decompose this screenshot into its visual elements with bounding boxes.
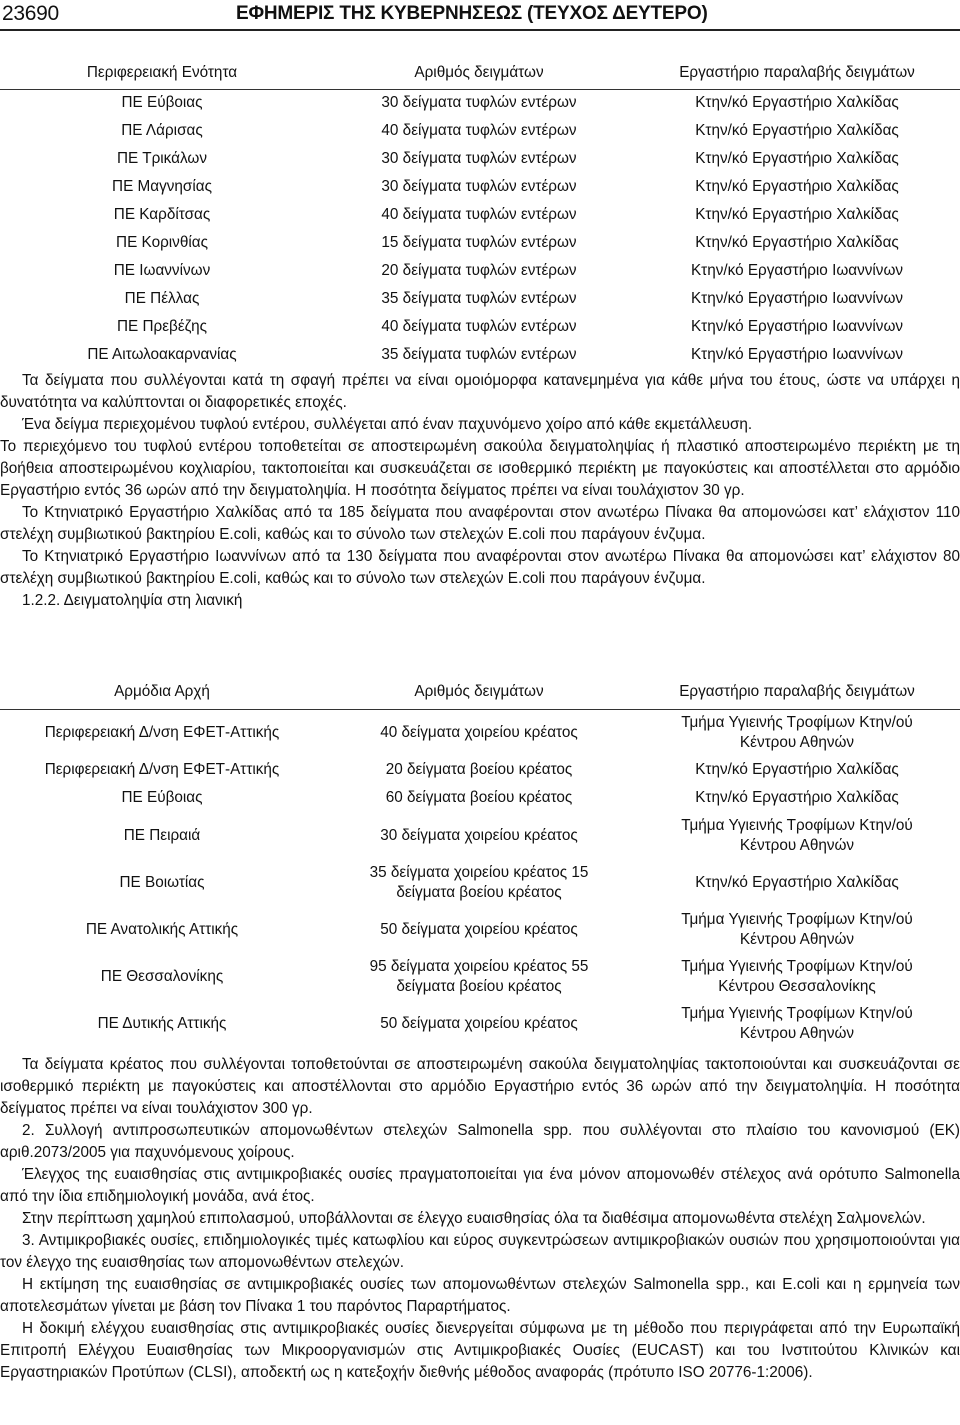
column-header-authority: Αρμόδια Αρχή	[0, 675, 324, 709]
table-row	[0, 906, 960, 953]
samples-cell	[324, 859, 634, 906]
paragraph: 3. Αντιμικροβιακές ουσίες, επιδημιολογικές τιμές κατωφλίου και εύρος συγκεντρώσεων αντιμικροβιακών ουσιών που χρησιμοποιούνται για τον έλεγχο της ευαισθησίας των απομονωθέντων στελεχών.	[0, 1232, 960, 1271]
column-header-lab: Εργαστήριο παραλαβής δειγμάτων	[634, 675, 960, 709]
lab-cell-line: Τμήμα Υγιεινής Τροφίμων Κτην/ού	[681, 910, 913, 928]
samples-cell-line: δείγματα βοείου κρέατος	[396, 883, 562, 901]
samples-cell-line: 40 δείγματα χοιρείου κρέατος	[380, 723, 578, 741]
table-row	[0, 341, 960, 369]
column-header-unit: Περιφερειακή Ενότητα	[0, 55, 324, 89]
samples-cell: 20 δείγματα τυφλών εντέρων	[381, 262, 577, 279]
lab-cell-line: Κέντρου Αθηνών	[739, 836, 855, 854]
lab-cell: Κτην/κό Εργαστήριο Ιωαννίνων	[690, 262, 904, 279]
samples-cell: 40 δείγματα τυφλών εντέρων	[381, 318, 577, 335]
unit-cell: ΠΕ Ιωαννίνων	[113, 262, 211, 279]
samples-cell	[324, 1000, 634, 1047]
table-row	[0, 1000, 960, 1047]
authority-cell: ΠΕ Εύβοιας	[121, 789, 203, 806]
authority-cell: ΠΕ Ανατολικής Αττικής	[85, 920, 239, 938]
lab-cell-line: Κτην/κό Εργαστήριο Χαλκίδας	[695, 761, 899, 778]
table-row	[0, 285, 960, 313]
table-row	[0, 173, 960, 201]
unit-cell: ΠΕ Μαγνησίας	[112, 178, 212, 195]
table-row	[0, 201, 960, 229]
paragraph: 2. Συλλογή αντιπροσωπευτικών απομονωθέντων στελεχών Salmonella spp. που συλλέγονται στο πλαίσιο του κανονισμού (ΕΚ) αριθ.2073/2005 για παχυνόμενους χοίρους.	[0, 1122, 960, 1161]
samples-cell: 35 δείγματα τυφλών εντέρων	[381, 290, 577, 307]
lab-cell-line: Τμήμα Υγιεινής Τροφίμων Κτην/ού	[681, 816, 913, 834]
column-header-lab: Εργαστήριο παραλαβής δειγμάτων	[634, 55, 960, 89]
lab-cell: Κτην/κό Εργαστήριο Χαλκίδας	[695, 122, 899, 139]
lab-cell	[634, 784, 960, 812]
lab-cell-line: Τμήμα Υγιεινής Τροφίμων Κτην/ού	[681, 1004, 913, 1022]
paragraph: Τα δείγματα κρέατος που συλλέγονται τοποθετούνται σε αποστειρωμένη σακούλα δειγματοληψίας τακτοποιούνται και συσκευάζονται σε ισοθερμικό περιέκτη με παγοκύστεις και αποστέλλονται στο αρμόδιο Εργαστήριο εντός 36 ωρών από την δειγματοληψία. Η ποσότητα δείγματος πρέπει να είναι τουλάχιστον 300 γρ.	[0, 1056, 960, 1117]
table-row	[0, 145, 960, 173]
retail-sampling-table	[0, 675, 960, 1047]
lab-cell	[634, 859, 960, 906]
authority-cell: ΠΕ Πειραιά	[123, 826, 201, 844]
column-header-samples: Αριθμός δειγμάτων	[324, 55, 634, 89]
lab-cell: Κτην/κό Εργαστήριο Ιωαννίνων	[690, 318, 904, 335]
header-rule	[0, 29, 960, 31]
paragraph: Το περιεχόμενο του τυφλού εντέρου τοποθετείται σε αποστειρωμένη σακούλα δειγματοληψίας ή πλαστικό αποστειρωμένο περιέκτη με τη βοήθεια αποστειρωμένου κοχλιαρίου, τακτοποιείται και συσκευάζεται σε ισοθερμικό περιέκτη με παγοκύστεις και αποστέλλεται στο αρμόδιο Εργαστήριο εντός 36 ωρών από την δειγματοληψία. Η ποσότητα δείγματος πρέπει να είναι τουλάχιστον 30 γρ.	[0, 438, 960, 499]
paragraph: Έλεγχος της ευαισθησίας στις αντιμικροβιακές ουσίες πραγματοποιείται για ένα μόνον απομονωθέν στέλεχος ανά ορότυπο Salmonella από την ίδια επιδημιολογική μονάδα, ανά έτος.	[0, 1166, 960, 1205]
samples-cell-line: 50 δείγματα χοιρείου κρέατος	[380, 920, 578, 938]
lab-cell: Κτην/κό Εργαστήριο Ιωαννίνων	[690, 346, 904, 363]
table-row	[0, 812, 960, 859]
paragraph: Η εκτίμηση της ευαισθησίας σε αντιμικροβιακές ουσίες των απομονωθέντων στελεχών Salmonella spp., και E.coli και η ερμηνεία των αποτελεσμάτων γίνεται με βάση τον Πίνακα 1 του παρόντος Παραρτήματος.	[0, 1276, 960, 1315]
authority-cell: Περιφερειακή Δ/νση ΕΦΕΤ-Αττικής	[44, 723, 280, 741]
lab-cell-line: Κτην/κό Εργαστήριο Χαλκίδας	[695, 873, 899, 891]
samples-cell: 30 δείγματα τυφλών εντέρων	[381, 94, 577, 112]
table-header-row	[0, 675, 960, 709]
unit-cell: ΠΕ Αιτωλοακαρνανίας	[87, 346, 237, 363]
unit-cell: ΠΕ Καρδίτσας	[113, 206, 211, 223]
table-row	[0, 229, 960, 257]
samples-cell: 40 δείγματα τυφλών εντέρων	[381, 122, 577, 139]
lab-cell	[634, 756, 960, 784]
samples-cell: 35 δείγματα τυφλών εντέρων	[381, 346, 577, 363]
table-row	[0, 313, 960, 341]
authority-cell: Περιφερειακή Δ/νση ΕΦΕΤ-Αττικής	[44, 761, 280, 778]
samples-cell-line: 60 δείγματα βοείου κρέατος	[385, 789, 573, 806]
samples-cell-line: 35 δείγματα χοιρείου κρέατος 15	[369, 863, 589, 881]
samples-cell-line: 95 δείγματα χοιρείου κρέατος 55	[369, 957, 589, 975]
samples-cell-line: 20 δείγματα βοείου κρέατος	[385, 761, 573, 778]
lab-cell-line: Τμήμα Υγιεινής Τροφίμων Κτην/ού	[681, 713, 913, 731]
paragraph: Το Κτηνιατρικό Εργαστήριο Ιωαννίνων από τα 130 δείγματα που αναφέρονται στον ανωτέρω Πίνακα θα απομονώσει κατ’ ελάχιστον 80 στελέχη συμβιωτικού βακτηρίου E.coli, καθώς και το σύνολο των στελεχών E.coli που παράγουν ένζυμα.	[0, 548, 960, 587]
samples-cell-line: δείγματα βοείου κρέατος	[396, 977, 562, 995]
authority-cell: ΠΕ Θεσσαλονίκης	[100, 967, 224, 985]
authority-cell: ΠΕ Βοιωτίας	[119, 873, 205, 891]
table-row	[0, 257, 960, 285]
samples-cell	[324, 784, 634, 812]
lab-cell: Κτην/κό Εργαστήριο Ιωαννίνων	[690, 290, 904, 307]
samples-cell: 15 δείγματα τυφλών εντέρων	[381, 234, 577, 251]
lab-cell	[634, 953, 960, 1000]
samples-cell	[324, 756, 634, 784]
table-row	[0, 756, 960, 784]
page-number: 23690	[2, 2, 59, 25]
lab-cell: Κτην/κό Εργαστήριο Χαλκίδας	[695, 206, 899, 223]
unit-cell: ΠΕ Πρεβέζης	[116, 318, 208, 335]
unit-cell: ΠΕ Πέλλας	[124, 290, 200, 307]
table-row	[0, 859, 960, 906]
paragraph: Τα δείγματα που συλλέγονται κατά τη σφαγή πρέπει να είναι ομοιόμορφα κατανεμημένα για κάθε μήνα του έτους, ώστε να υπάρχει η δυνατότητα να καλύπτονται οι διαφορετικές εποχές.	[0, 372, 960, 411]
paragraph: Το Κτηνιατρικό Εργαστήριο Χαλκίδας από τα 185 δείγματα που αναφέρονται στον ανωτέρω Πίνακα θα απομονώσει κατ’ ελάχιστον 110 στελέχη συμβιωτικού βακτηρίου E.coli, καθώς και το σύνολο των στελεχών E.coli που παράγουν ένζυμα.	[0, 504, 960, 543]
lab-cell	[634, 906, 960, 953]
samples-cell	[324, 812, 634, 859]
salmonella-section-text	[0, 1054, 960, 1384]
lab-cell	[634, 812, 960, 859]
samples-cell: 30 δείγματα τυφλών εντέρων	[381, 178, 577, 195]
unit-cell: ΠΕ Κορινθίας	[116, 234, 208, 251]
authority-cell: ΠΕ Δυτικής Αττικής	[97, 1014, 227, 1032]
table-row	[0, 784, 960, 812]
lab-cell-line: Κέντρου Αθηνών	[739, 733, 855, 751]
unit-cell: ΠΕ Τρικάλων	[117, 150, 207, 167]
paragraph: Η δοκιμή ελέγχου ευαισθησίας στις αντιμικροβιακές ουσίες διενεργείται σύμφωνα με τη μέθοδο που περιγράφεται από την Ευρωπαϊκή Επιτροπή Ελέγχου Ευαισθησίας των Μικροοργανισμών στις Αντιμικροβιακές Ουσίες (EUCAST) και του Ινστιτούτου Κλινικών και Εργαστηριακών Προτύπων (CLSI), αποδεκτή ως η κατεξοχήν διεθνής μέθοδος αναφοράς (πρότυπο ISO 20776-1:2006).	[0, 1320, 960, 1381]
table-row	[0, 89, 960, 117]
paragraph: Ένα δείγμα περιεχομένου τυφλού εντέρου, συλλέγεται από έναν παχυνόμενο χοίρο από κάθε εκμετάλλευση.	[22, 416, 753, 433]
slaughter-sampling-text	[0, 370, 960, 612]
paragraph: Στην περίπτωση χαμηλού επιπολασμού, υποβάλλονται σε έλεγχο ευαισθησίας όλα τα διαθέσιμα απομονωθέντα στελέχη Σαλμονελών.	[22, 1210, 926, 1227]
samples-cell	[324, 906, 634, 953]
samples-cell: 30 δείγματα τυφλών εντέρων	[381, 150, 577, 167]
column-header-samples: Αριθμός δειγμάτων	[324, 675, 634, 709]
lab-cell-line: Κέντρου Αθηνών	[739, 1024, 855, 1042]
lab-cell: Κτην/κό Εργαστήριο Χαλκίδας	[695, 150, 899, 167]
samples-cell	[324, 953, 634, 1000]
lab-cell-line: Κέντρου Αθηνών	[739, 930, 855, 948]
lab-cell-line: Κτην/κό Εργαστήριο Χαλκίδας	[695, 789, 899, 806]
lab-cell-line: Κέντρου Θεσσαλονίκης	[718, 977, 876, 995]
lab-cell: Κτην/κό Εργαστήριο Χαλκίδας	[695, 234, 899, 251]
unit-cell: ΠΕ Λάρισας	[121, 122, 203, 139]
lab-cell	[634, 709, 960, 756]
lab-cell	[634, 1000, 960, 1047]
slaughter-sampling-table	[0, 55, 960, 369]
samples-cell-line: 30 δείγματα χοιρείου κρέατος	[380, 826, 578, 844]
table-row	[0, 953, 960, 1000]
gazette-title: ΕΦΗΜΕΡΙΣ ΤΗΣ ΚΥΒΕΡΝΗΣΕΩΣ (ΤΕΥΧΟΣ ΔΕΥΤΕΡΟ)	[236, 3, 708, 24]
table-row	[0, 709, 960, 756]
samples-cell: 40 δείγματα τυφλών εντέρων	[381, 206, 577, 223]
samples-cell-line: 50 δείγματα χοιρείου κρέατος	[380, 1014, 578, 1032]
unit-cell: ΠΕ Εύβοιας	[121, 94, 203, 112]
section-heading: 1.2.2. Δειγματοληψία στη λιανική	[22, 592, 243, 609]
samples-cell	[324, 709, 634, 756]
lab-cell: Κτην/κό Εργαστήριο Χαλκίδας	[695, 178, 899, 195]
lab-cell-line: Τμήμα Υγιεινής Τροφίμων Κτην/ού	[681, 957, 913, 975]
table-row	[0, 117, 960, 145]
lab-cell: Κτην/κό Εργαστήριο Χαλκίδας	[695, 94, 899, 112]
table-header-row	[0, 55, 960, 89]
page-header	[0, 0, 960, 30]
